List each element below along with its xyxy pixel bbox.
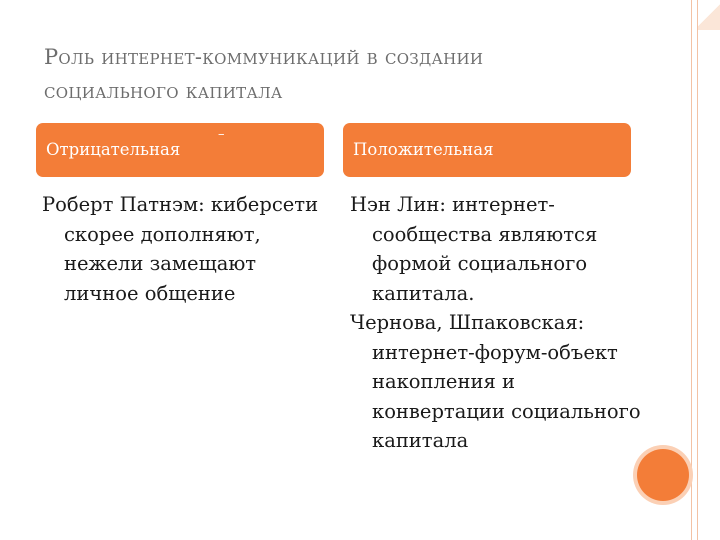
positive-header: Положительная [343, 123, 631, 177]
decorative-circle [637, 449, 689, 501]
negative-paragraph: Роберт Патнэм: киберсети скорее дополняют, нежели замещают личное общение [42, 193, 319, 305]
right-border-line [697, 0, 698, 540]
slide-title [44, 40, 664, 108]
positive-column [350, 190, 650, 456]
slide-title-line-1: Роль интернет-коммуникаций в создании [44, 45, 484, 69]
negative-column [42, 190, 322, 308]
positive-paragraph-lin: Нэн Лин: интернет-сообщества являются формой социального капитала. [350, 193, 598, 305]
positive-paragraph-chernova: Чернова, Шпаковская: интернет-форум-объект накопления и конвертации социального капитала [350, 311, 641, 452]
negative-header: Отрицательная [36, 123, 324, 177]
header-dash-mark: – [218, 127, 225, 142]
slide-title-line-2: социального капитала [44, 79, 283, 103]
corner-decoration [698, 0, 720, 30]
right-border-line-inner [691, 0, 692, 540]
